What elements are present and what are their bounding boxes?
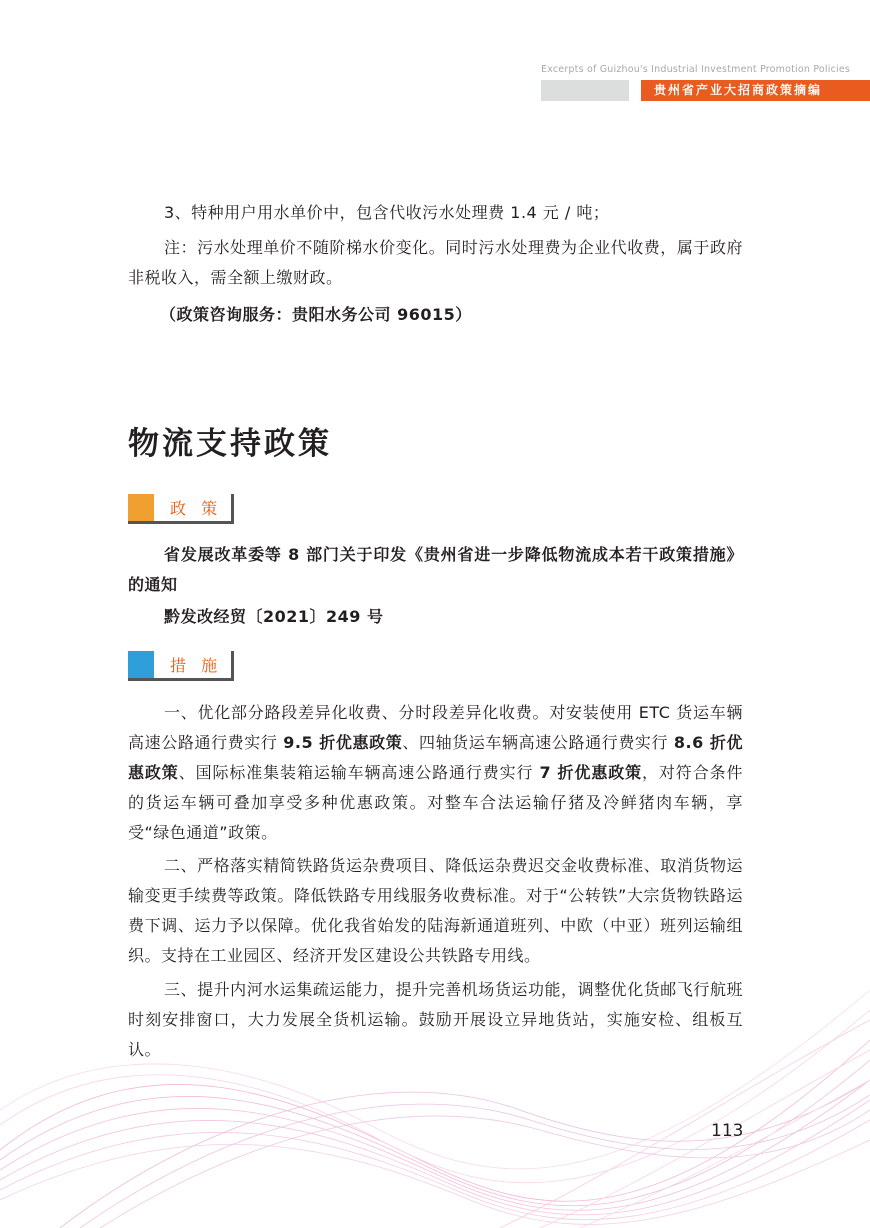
measure-2: 二、严格落实精简铁路货运杂费项目、降低运杂费迟交金收费标准、取消货物运输变更手续费等政策。降低铁路专用线服务收费标准。对于“公转铁”大宗货物铁路运费下调、运力予以保障。优化我省始发的陆海新通道班列、中欧（中亚）班列运输组织。支持在工业园区、经济开发区建设公共铁路专用线。 <box>128 856 743 965</box>
measures-label: 措 施 <box>170 656 223 675</box>
measure-3: 三、提升内河水运集疏运能力，提升完善机场货运功能，调整优化货邮飞行航班时刻安排窗口，大力发展全货机运输。鼓励开展设立异地货站，实施安检、组板互认。 <box>128 980 743 1059</box>
measure-1-bold-run: 7 折优惠政策 <box>539 763 643 782</box>
measures-square-icon <box>128 651 154 678</box>
measure-1-text-run: ，对符合条件的货运车辆可叠加享受多种优惠政策。对整车合法运输仔猪及冷鲜猪肉车辆，享受“绿色通道”政策。 <box>128 763 743 842</box>
policy-label-box <box>128 494 234 524</box>
contact-line: （政策咨询服务：贵阳水务公司 96015） <box>160 305 472 324</box>
policy-doc-number: 黔发改经贸〔2021〕249 号 <box>164 607 384 626</box>
policy-label: 政 策 <box>170 499 223 518</box>
section-title: 物流支持政策 <box>128 426 332 462</box>
measure-1 <box>128 698 743 848</box>
intro-note: 注：污水处理单价不随阶梯水价变化。同时污水处理费为企业代收费，属于政府非税收入，需全额上缴财政。 <box>128 238 743 287</box>
page-number: 113 <box>711 1121 744 1141</box>
header-english-title: Excerpts of Guizhou's Industrial Investment Promotion Policies <box>541 64 851 75</box>
policy-square-icon <box>128 494 154 521</box>
measure-1-text-run: 、四轴货运车辆高速公路通行费实行 <box>402 733 674 752</box>
header-chinese-title: 贵州省产业大招商政策摘编 <box>641 80 870 101</box>
intro-item-3: 3、特种用户用水单价中，包含代收污水处理费 1.4 元 / 吨； <box>164 203 610 222</box>
measure-1-bold-run: 8.6 折优惠政策 <box>128 733 744 782</box>
measures-label-box <box>128 651 234 681</box>
measure-1-text-run: 一、优化部分路段差异化收费、分时段差异化收费。对安装使用 ETC 货运车辆高速公路通行费实行 <box>128 703 743 752</box>
measure-1-bold-run: 9.5 折优惠政策 <box>283 733 403 752</box>
measure-1-text-run: 、国际标准集装箱运输车辆高速公路通行费实行 <box>178 763 540 782</box>
policy-title: 省发展改革委等 8 部门关于印发《贵州省进一步降低物流成本若干政策措施》的通知 <box>128 545 743 594</box>
header-gray-bar <box>541 80 629 101</box>
